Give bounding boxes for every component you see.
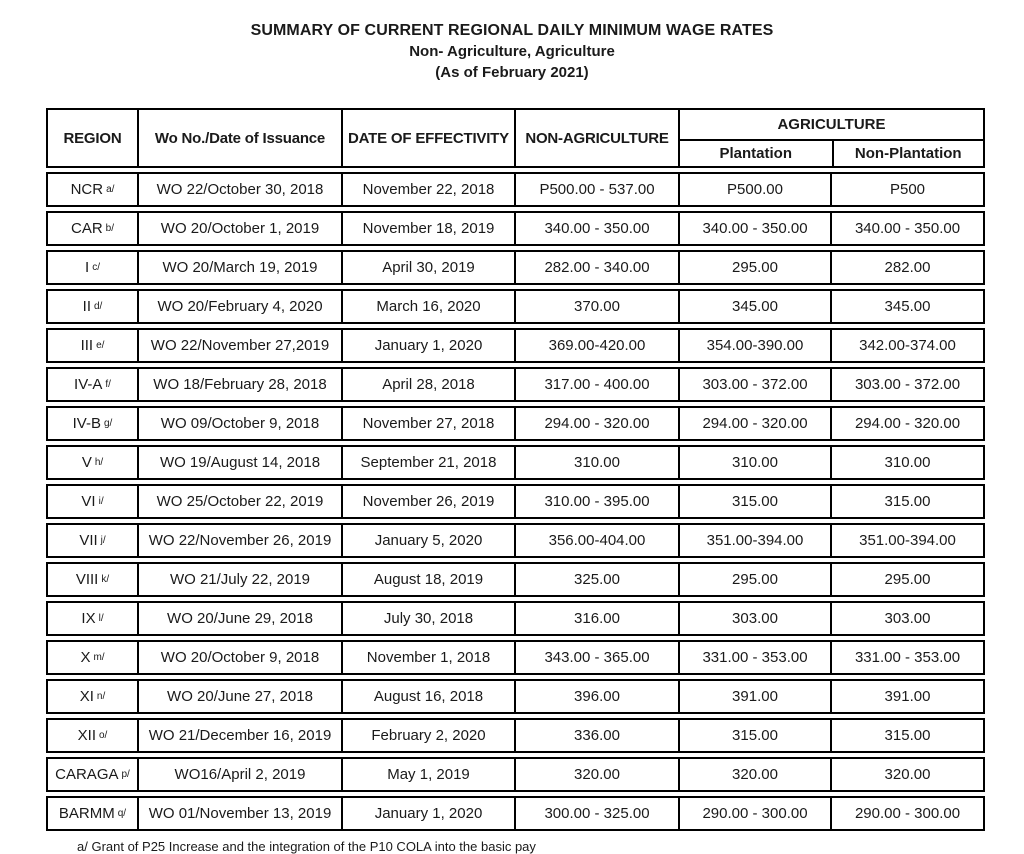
header-wo-no: Wo No./Date of Issuance <box>137 108 341 168</box>
table-row <box>46 601 985 636</box>
wo-no-cell: WO 21/July 22, 2019 <box>137 562 341 597</box>
non-agriculture-cell: 370.00 <box>514 289 678 324</box>
table-row <box>46 289 985 324</box>
effectivity-cell: May 1, 2019 <box>341 757 514 792</box>
region-label: NCR <box>70 181 104 198</box>
region-cell: X m/ <box>46 640 137 675</box>
effectivity-cell: November 22, 2018 <box>341 172 514 207</box>
wo-no-cell: WO 20/February 4, 2020 <box>137 289 341 324</box>
table-row <box>46 562 985 597</box>
effectivity-cell: January 1, 2020 <box>341 328 514 363</box>
effectivity-cell: November 1, 2018 <box>341 640 514 675</box>
effectivity-cell: April 30, 2019 <box>341 250 514 285</box>
wo-no-cell: WO 20/October 1, 2019 <box>137 211 341 246</box>
wo-no-cell: WO 09/October 9, 2018 <box>137 406 341 441</box>
non-agriculture-cell: 369.00-420.00 <box>514 328 678 363</box>
region-label: CAR <box>70 220 103 237</box>
wo-no-cell: WO 20/June 29, 2018 <box>137 601 341 636</box>
region-cell: I c/ <box>46 250 137 285</box>
non-agriculture-cell: 294.00 - 320.00 <box>514 406 678 441</box>
plantation-cell: 303.00 <box>678 601 830 636</box>
plantation-cell: 295.00 <box>678 250 830 285</box>
region-cell: CAR b/ <box>46 211 137 246</box>
plantation-cell: 295.00 <box>678 562 830 597</box>
title-line-2: Non- Agriculture, Agriculture <box>409 43 615 60</box>
plantation-cell: 315.00 <box>678 484 830 519</box>
effectivity-cell: November 26, 2019 <box>341 484 514 519</box>
plantation-cell: 303.00 - 372.00 <box>678 367 830 402</box>
effectivity-cell: August 18, 2019 <box>341 562 514 597</box>
table-row <box>46 718 985 753</box>
plantation-cell: 391.00 <box>678 679 830 714</box>
table-row <box>46 796 985 831</box>
wage-rates-table <box>46 108 985 831</box>
table-row <box>46 367 985 402</box>
effectivity-cell: July 30, 2018 <box>341 601 514 636</box>
region-cell: XII o/ <box>46 718 137 753</box>
region-label: III <box>80 337 94 354</box>
non-plantation-cell: 315.00 <box>830 484 985 519</box>
region-label: VII <box>79 532 98 549</box>
header-plantation: Plantation <box>719 144 792 162</box>
effectivity-cell: January 1, 2020 <box>341 796 514 831</box>
region-cell: VII j/ <box>46 523 137 558</box>
plantation-cell: 294.00 - 320.00 <box>678 406 830 441</box>
plantation-cell: 315.00 <box>678 718 830 753</box>
region-label: XII <box>77 727 96 744</box>
wo-no-cell: WO 18/February 28, 2018 <box>137 367 341 402</box>
header-non-plantation: Non-Plantation <box>832 141 984 166</box>
non-plantation-cell: 303.00 <box>830 601 985 636</box>
wo-no-cell: WO 20/June 27, 2018 <box>137 679 341 714</box>
table-row <box>46 250 985 285</box>
non-agriculture-cell: P500.00 - 537.00 <box>514 172 678 207</box>
region-label: IV-B <box>72 415 101 432</box>
header-agriculture: AGRICULTURE <box>777 115 886 133</box>
non-plantation-cell: P500 <box>830 172 985 207</box>
wo-no-cell: WO16/April 2, 2019 <box>137 757 341 792</box>
non-plantation-cell: 290.00 - 300.00 <box>830 796 985 831</box>
effectivity-cell: April 28, 2018 <box>341 367 514 402</box>
non-plantation-cell: 391.00 <box>830 679 985 714</box>
effectivity-cell: January 5, 2020 <box>341 523 514 558</box>
effectivity-cell: February 2, 2020 <box>341 718 514 753</box>
region-label: VIII <box>75 571 99 588</box>
effectivity-cell: September 21, 2018 <box>341 445 514 480</box>
region-cell: III e/ <box>46 328 137 363</box>
wo-no-cell: WO 20/March 19, 2019 <box>137 250 341 285</box>
wo-no-cell: WO 21/December 16, 2019 <box>137 718 341 753</box>
plantation-cell: P500.00 <box>678 172 830 207</box>
effectivity-cell: August 16, 2018 <box>341 679 514 714</box>
wo-no-cell: WO 22/October 30, 2018 <box>137 172 341 207</box>
table-row <box>46 445 985 480</box>
region-cell: BARMM q/ <box>46 796 137 831</box>
table-row <box>46 679 985 714</box>
effectivity-cell: March 16, 2020 <box>341 289 514 324</box>
plantation-cell: 345.00 <box>678 289 830 324</box>
table-row <box>46 640 985 675</box>
region-cell: V h/ <box>46 445 137 480</box>
non-agriculture-cell: 320.00 <box>514 757 678 792</box>
title-line-1: SUMMARY OF CURRENT REGIONAL DAILY MINIMUM WAGE RATES <box>250 22 774 39</box>
header-agriculture-subcolumns <box>680 139 983 166</box>
non-agriculture-cell: 316.00 <box>514 601 678 636</box>
non-plantation-cell: 345.00 <box>830 289 985 324</box>
region-label: IV-A <box>74 376 103 393</box>
region-label: I <box>85 259 90 276</box>
non-agriculture-cell: 396.00 <box>514 679 678 714</box>
non-plantation-cell: 331.00 - 353.00 <box>830 640 985 675</box>
header-agriculture-group <box>678 108 985 168</box>
plantation-cell: 351.00-394.00 <box>678 523 830 558</box>
header-effectivity: DATE OF EFFECTIVITY <box>341 108 514 168</box>
region-label: X <box>80 649 91 666</box>
table-row <box>46 211 985 246</box>
table-row <box>46 406 985 441</box>
non-plantation-cell: 320.00 <box>830 757 985 792</box>
region-cell: XI n/ <box>46 679 137 714</box>
footnote-partial: a/ Grant of P25 Increase and the integration of the P10 COLA into the basic pay <box>77 839 536 854</box>
region-cell: IV-B g/ <box>46 406 137 441</box>
plantation-cell: 331.00 - 353.00 <box>678 640 830 675</box>
region-label: VI <box>81 493 96 510</box>
document-title <box>0 20 1024 83</box>
table-row <box>46 757 985 792</box>
non-plantation-cell: 310.00 <box>830 445 985 480</box>
plantation-cell: 354.00-390.00 <box>678 328 830 363</box>
table-row <box>46 523 985 558</box>
header-non-agriculture: NON-AGRICULTURE <box>514 108 678 168</box>
table-row <box>46 172 985 207</box>
non-agriculture-cell: 317.00 - 400.00 <box>514 367 678 402</box>
non-agriculture-cell: 310.00 <box>514 445 678 480</box>
region-label: IX <box>81 610 96 627</box>
table-body <box>46 172 985 831</box>
header-region: REGION <box>46 108 137 168</box>
table-row <box>46 328 985 363</box>
region-label: II <box>82 298 91 315</box>
region-cell: CARAGA p/ <box>46 757 137 792</box>
plantation-cell: 310.00 <box>678 445 830 480</box>
wo-no-cell: WO 20/October 9, 2018 <box>137 640 341 675</box>
non-agriculture-cell: 340.00 - 350.00 <box>514 211 678 246</box>
plantation-cell: 290.00 - 300.00 <box>678 796 830 831</box>
table-header <box>46 108 985 168</box>
non-agriculture-cell: 325.00 <box>514 562 678 597</box>
wo-no-cell: WO 22/November 27,2019 <box>137 328 341 363</box>
region-cell: VI i/ <box>46 484 137 519</box>
non-plantation-cell: 295.00 <box>830 562 985 597</box>
non-plantation-cell: 340.00 - 350.00 <box>830 211 985 246</box>
region-cell: IX l/ <box>46 601 137 636</box>
region-label: XI <box>79 688 94 705</box>
table-row <box>46 484 985 519</box>
non-agriculture-cell: 282.00 - 340.00 <box>514 250 678 285</box>
region-label: CARAGA <box>55 766 119 783</box>
non-agriculture-cell: 310.00 - 395.00 <box>514 484 678 519</box>
region-label: V <box>81 454 92 471</box>
non-plantation-cell: 315.00 <box>830 718 985 753</box>
non-plantation-cell: 303.00 - 372.00 <box>830 367 985 402</box>
plantation-cell: 320.00 <box>678 757 830 792</box>
non-plantation-cell: 282.00 <box>830 250 985 285</box>
wo-no-cell: WO 22/November 26, 2019 <box>137 523 341 558</box>
region-cell: IV-A f/ <box>46 367 137 402</box>
region-label: BARMM <box>58 805 115 822</box>
non-agriculture-cell: 356.00-404.00 <box>514 523 678 558</box>
region-cell: VIII k/ <box>46 562 137 597</box>
non-plantation-cell: 342.00-374.00 <box>830 328 985 363</box>
region-cell: II d/ <box>46 289 137 324</box>
title-line-3: (As of February 2021) <box>435 64 589 81</box>
region-cell: NCR a/ <box>46 172 137 207</box>
wo-no-cell: WO 19/August 14, 2018 <box>137 445 341 480</box>
wo-no-cell: WO 25/October 22, 2019 <box>137 484 341 519</box>
non-agriculture-cell: 336.00 <box>514 718 678 753</box>
wo-no-cell: WO 01/November 13, 2019 <box>137 796 341 831</box>
non-plantation-cell: 351.00-394.00 <box>830 523 985 558</box>
effectivity-cell: November 27, 2018 <box>341 406 514 441</box>
non-agriculture-cell: 300.00 - 325.00 <box>514 796 678 831</box>
non-agriculture-cell: 343.00 - 365.00 <box>514 640 678 675</box>
non-plantation-cell: 294.00 - 320.00 <box>830 406 985 441</box>
effectivity-cell: November 18, 2019 <box>341 211 514 246</box>
plantation-cell: 340.00 - 350.00 <box>678 211 830 246</box>
